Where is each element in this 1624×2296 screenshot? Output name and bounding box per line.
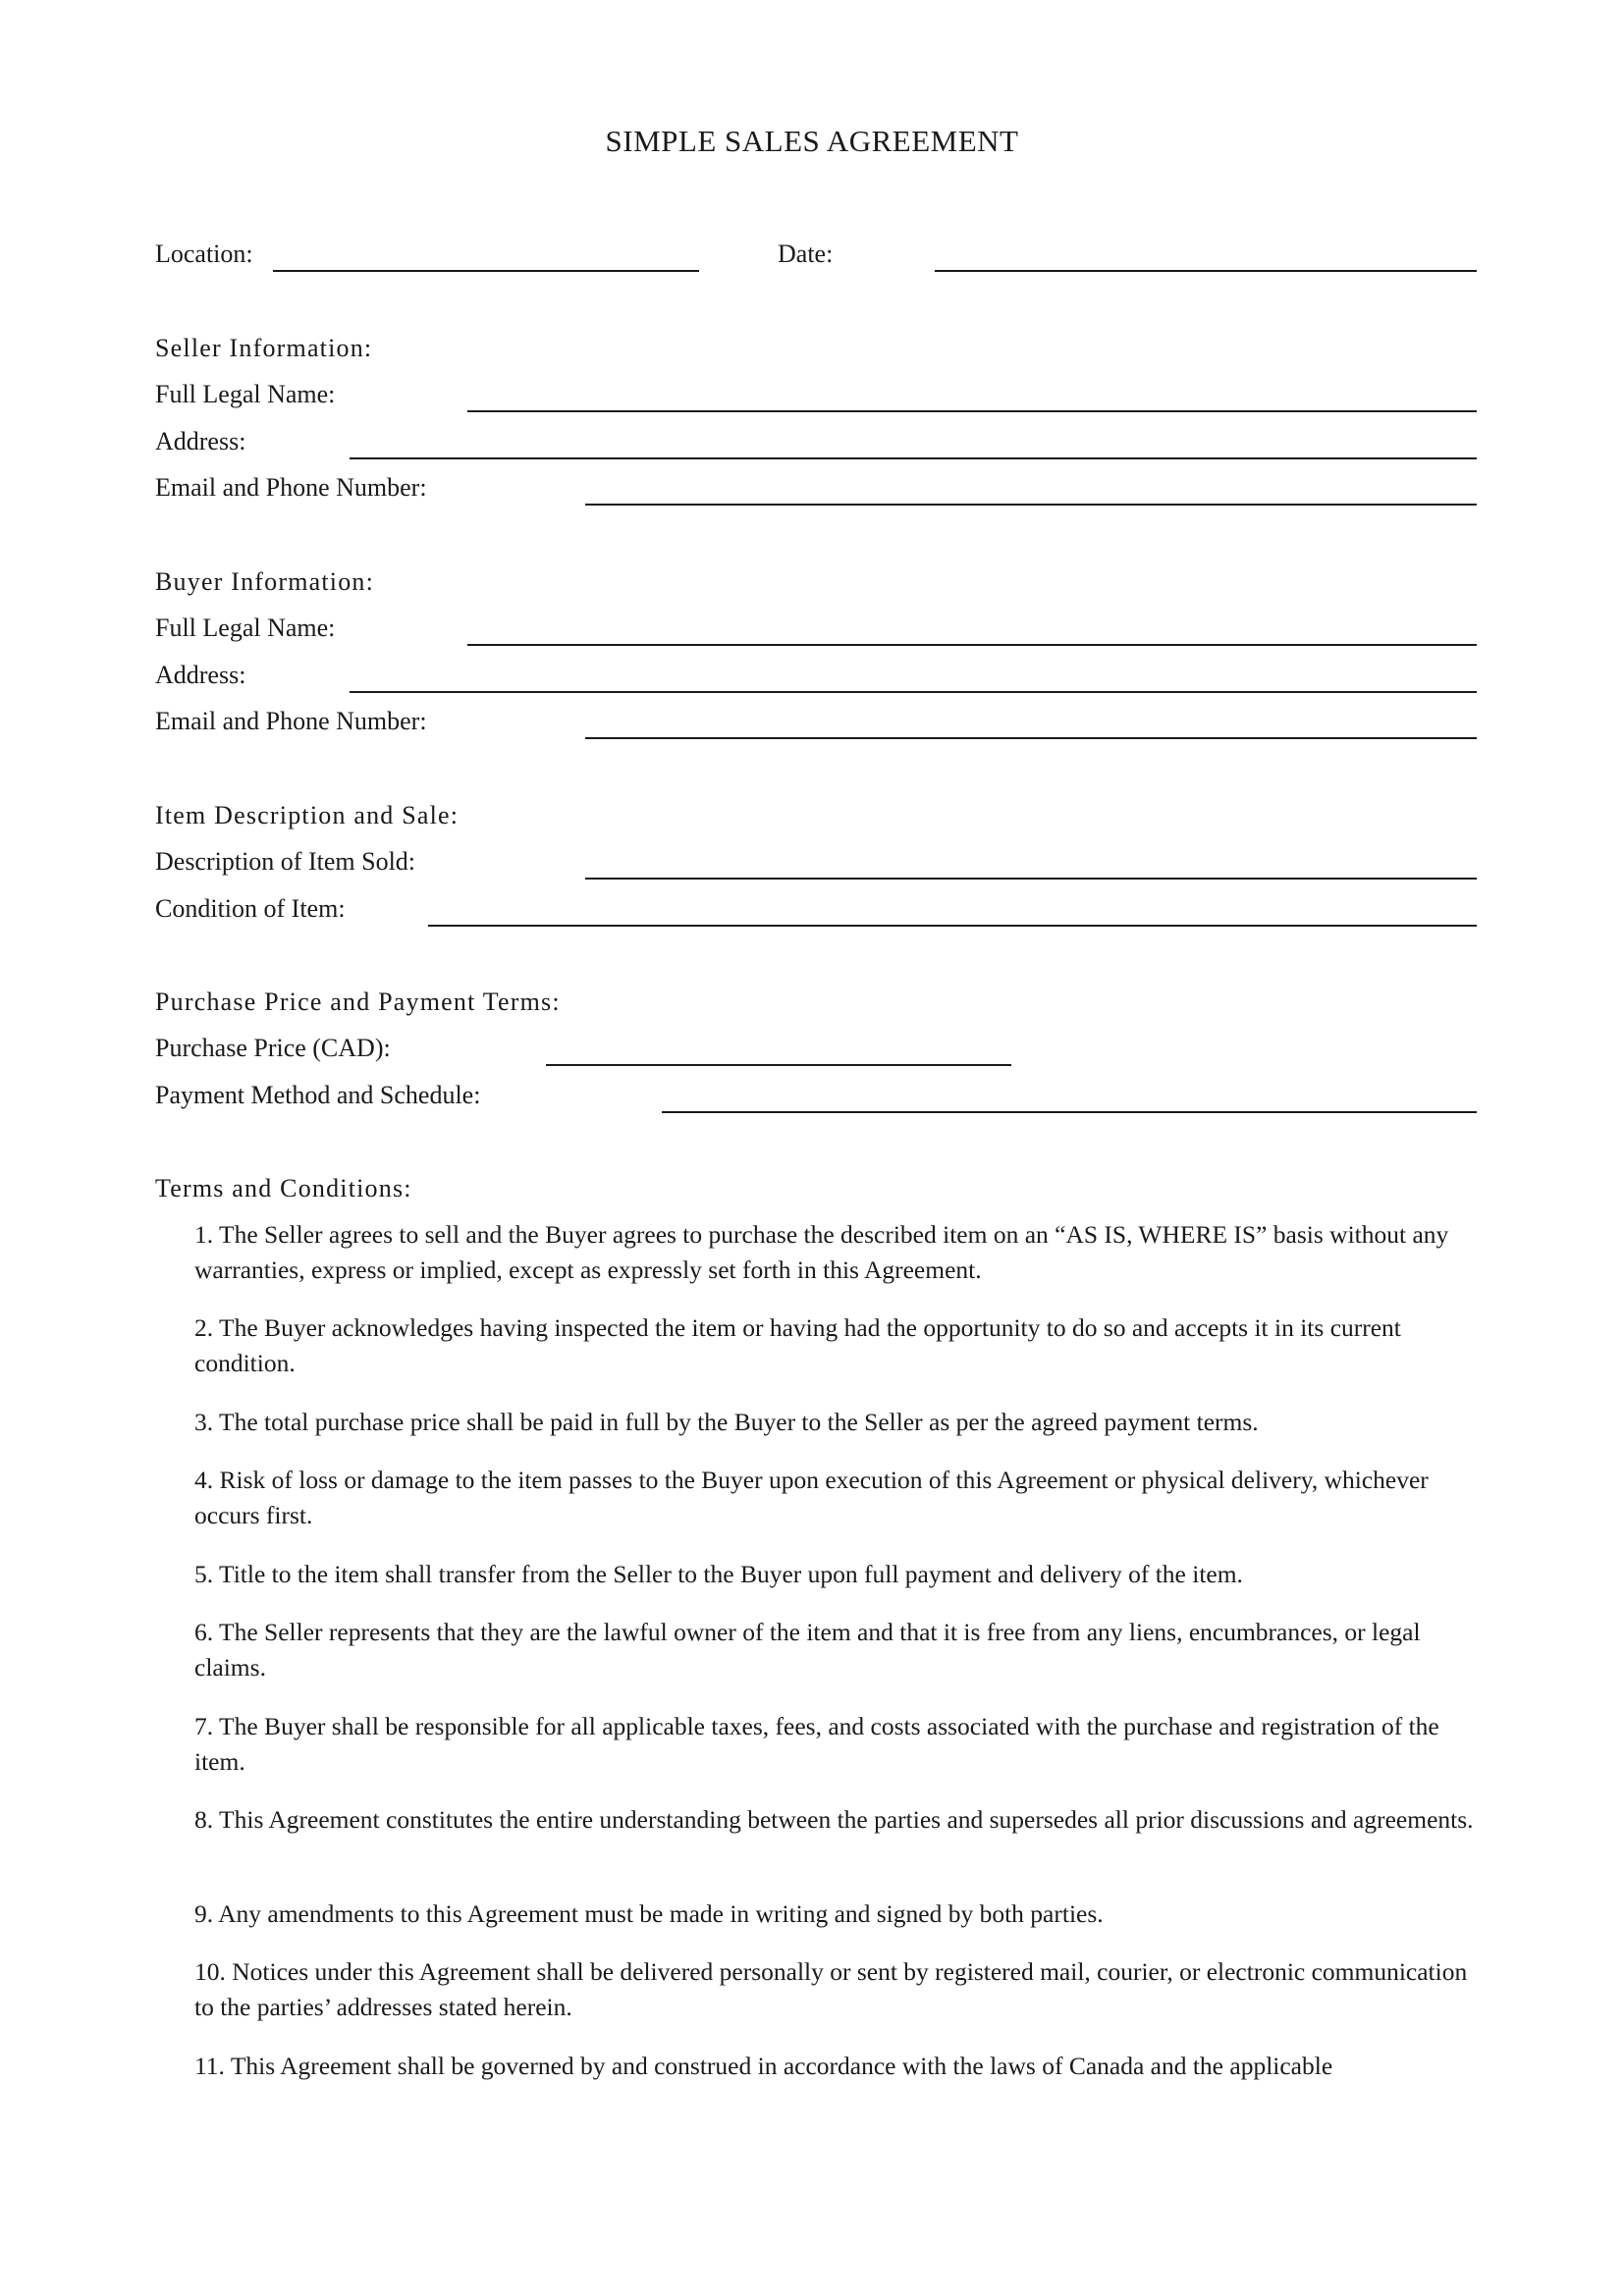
term-item-2: 2. The Buyer acknowledges having inspected the item or having had the opportunity to do so and accepts it in its current condition. — [194, 1313, 1401, 1377]
buyer-contact-label: Email and Phone Number: — [155, 707, 427, 735]
item-condition-field[interactable] — [428, 925, 1477, 927]
buyer-name-field[interactable] — [467, 644, 1477, 646]
date-field[interactable] — [935, 270, 1477, 272]
term-item-5: 5. Title to the item shall transfer from the Seller to the Buyer upon full payment and delivery of the item. — [194, 1560, 1243, 1588]
buyer-name-label: Full Legal Name: — [155, 614, 336, 642]
payment-method-field[interactable] — [662, 1111, 1477, 1113]
term-item-6: 6. The Seller represents that they are the lawful owner of the item and that it is free from any liens, encumbrances, or legal claims. — [194, 1618, 1421, 1682]
seller-contact-label: Email and Phone Number: — [155, 473, 427, 502]
term-item-1: 1. The Seller agrees to sell and the Buyer agrees to purchase the described item on an “AS IS, WHERE IS” basis without any warranties, express or implied, except as expressly set forth in this Agreement. — [194, 1220, 1449, 1284]
term-item-9: 9. Any amendments to this Agreement must be made in writing and signed by both parties. — [194, 1899, 1104, 1928]
document-title: SIMPLE SALES AGREEMENT — [605, 124, 1019, 158]
location-label: Location: — [155, 240, 253, 268]
item-heading: Item Description and Sale: — [155, 801, 460, 829]
item-description-label: Description of Item Sold: — [155, 847, 416, 876]
payment-heading: Purchase Price and Payment Terms: — [155, 988, 561, 1016]
term-item-3: 3. The total purchase price shall be paid in full by the Buyer to the Seller as per the agreed payment terms. — [194, 1408, 1259, 1436]
item-description-field[interactable] — [585, 878, 1477, 880]
term-item-11: 11. This Agreement shall be governed by and construed in accordance with the laws of Canada and the applicable — [194, 2052, 1333, 2080]
term-item-4: 4. Risk of loss or damage to the item passes to the Buyer upon execution of this Agreement or physical delivery, whichever occurs first. — [194, 1466, 1429, 1529]
price-label: Purchase Price (CAD): — [155, 1034, 391, 1062]
seller-heading: Seller Information: — [155, 334, 373, 362]
seller-name-label: Full Legal Name: — [155, 380, 336, 408]
seller-contact-field[interactable] — [585, 504, 1477, 506]
buyer-address-label: Address: — [155, 661, 246, 689]
term-item-7: 7. The Buyer shall be responsible for all applicable taxes, fees, and costs associated with the purchase and registration of the item. — [194, 1712, 1439, 1776]
term-item-8: 8. This Agreement constitutes the entire understanding between the parties and supersedes all prior discussions and agreements. — [194, 1805, 1474, 1834]
buyer-contact-field[interactable] — [585, 737, 1477, 739]
location-field[interactable] — [273, 270, 699, 272]
term-item-10: 10. Notices under this Agreement shall be delivered personally or sent by registered mail, courier, or electronic communication to the parties’ addresses stated herein. — [194, 1957, 1468, 2021]
buyer-heading: Buyer Information: — [155, 567, 375, 596]
terms-heading: Terms and Conditions: — [155, 1174, 412, 1202]
buyer-address-field[interactable] — [350, 691, 1477, 693]
item-condition-label: Condition of Item: — [155, 894, 346, 923]
seller-name-field[interactable] — [467, 410, 1477, 412]
seller-address-label: Address: — [155, 427, 246, 455]
payment-method-label: Payment Method and Schedule: — [155, 1081, 481, 1109]
seller-address-field[interactable] — [350, 457, 1477, 459]
price-field[interactable] — [546, 1064, 1011, 1066]
date-label: Date: — [778, 240, 834, 268]
